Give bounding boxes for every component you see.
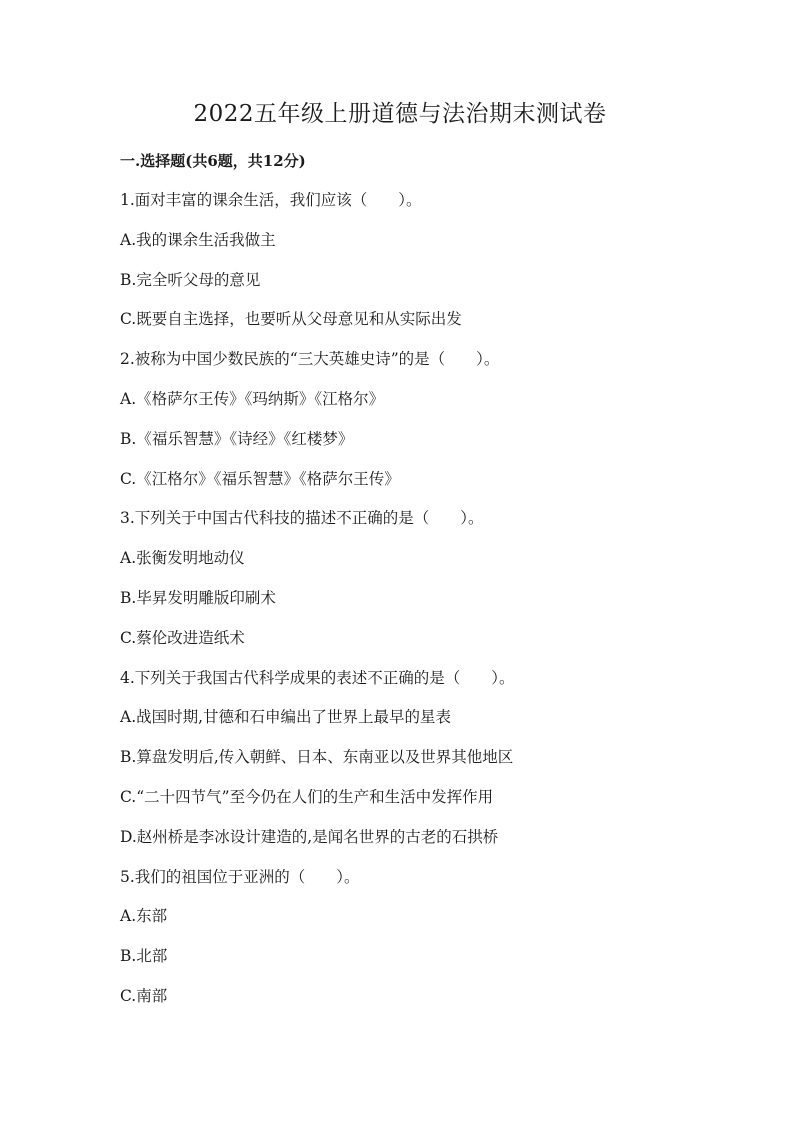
question-stem: 3.下列关于中国古代科技的描述不正确的是（ ）。 <box>120 509 484 528</box>
answer-option: C.“二十四节气”至今仍在人们的生产和生活中发挥作用 <box>120 787 494 806</box>
answer-option: C.《江格尔》《福乐智慧》《格萨尔王传》 <box>120 469 400 488</box>
answer-option: B.北部 <box>120 947 168 966</box>
question-stem: 4.下列关于我国古代科学成果的表述不正确的是（ ）。 <box>120 668 515 687</box>
answer-option: A.张衡发明地动仪 <box>120 549 245 568</box>
answer-option: C.南部 <box>120 986 168 1005</box>
question-stem: 5.我们的祖国位于亚洲的（ ）。 <box>120 867 360 886</box>
page-title: 2022五年级上册道德与法治期末测试卷 <box>193 101 607 127</box>
section-heading: 一.选择题(共6题，共12分) <box>120 152 306 170</box>
answer-option: A.战国时期,甘德和石申编出了世界上最早的星表 <box>120 708 452 727</box>
answer-option: B.《福乐智慧》《诗经》《红楼梦》 <box>120 429 354 448</box>
answer-option: D.赵州桥是李冰设计建造的,是闻名世界的古老的石拱桥 <box>120 827 499 846</box>
answer-option: B.算盘发明后,传入朝鲜、日本、东南亚以及世界其他地区 <box>120 748 514 767</box>
answer-option: B.完全听父母的意见 <box>120 270 261 289</box>
answer-option: C.既要自主选择，也要听从父母意见和从实际出发 <box>120 310 462 329</box>
question-list <box>120 185 720 1021</box>
answer-option: C.蔡伦改进造纸术 <box>120 628 245 647</box>
answer-option: A.《格萨尔王传》《玛纳斯》《江格尔》 <box>120 389 385 408</box>
answer-option: A.东部 <box>120 907 168 926</box>
answer-option: B.毕昇发明雕版印刷术 <box>120 588 276 607</box>
question-stem: 2.被称为中国少数民族的“三大英雄史诗”的是（ ）。 <box>120 350 500 369</box>
answer-option: A.我的课余生活我做主 <box>120 230 276 249</box>
question-stem: 1.面对丰富的课余生活，我们应该（ ）。 <box>120 191 422 209</box>
